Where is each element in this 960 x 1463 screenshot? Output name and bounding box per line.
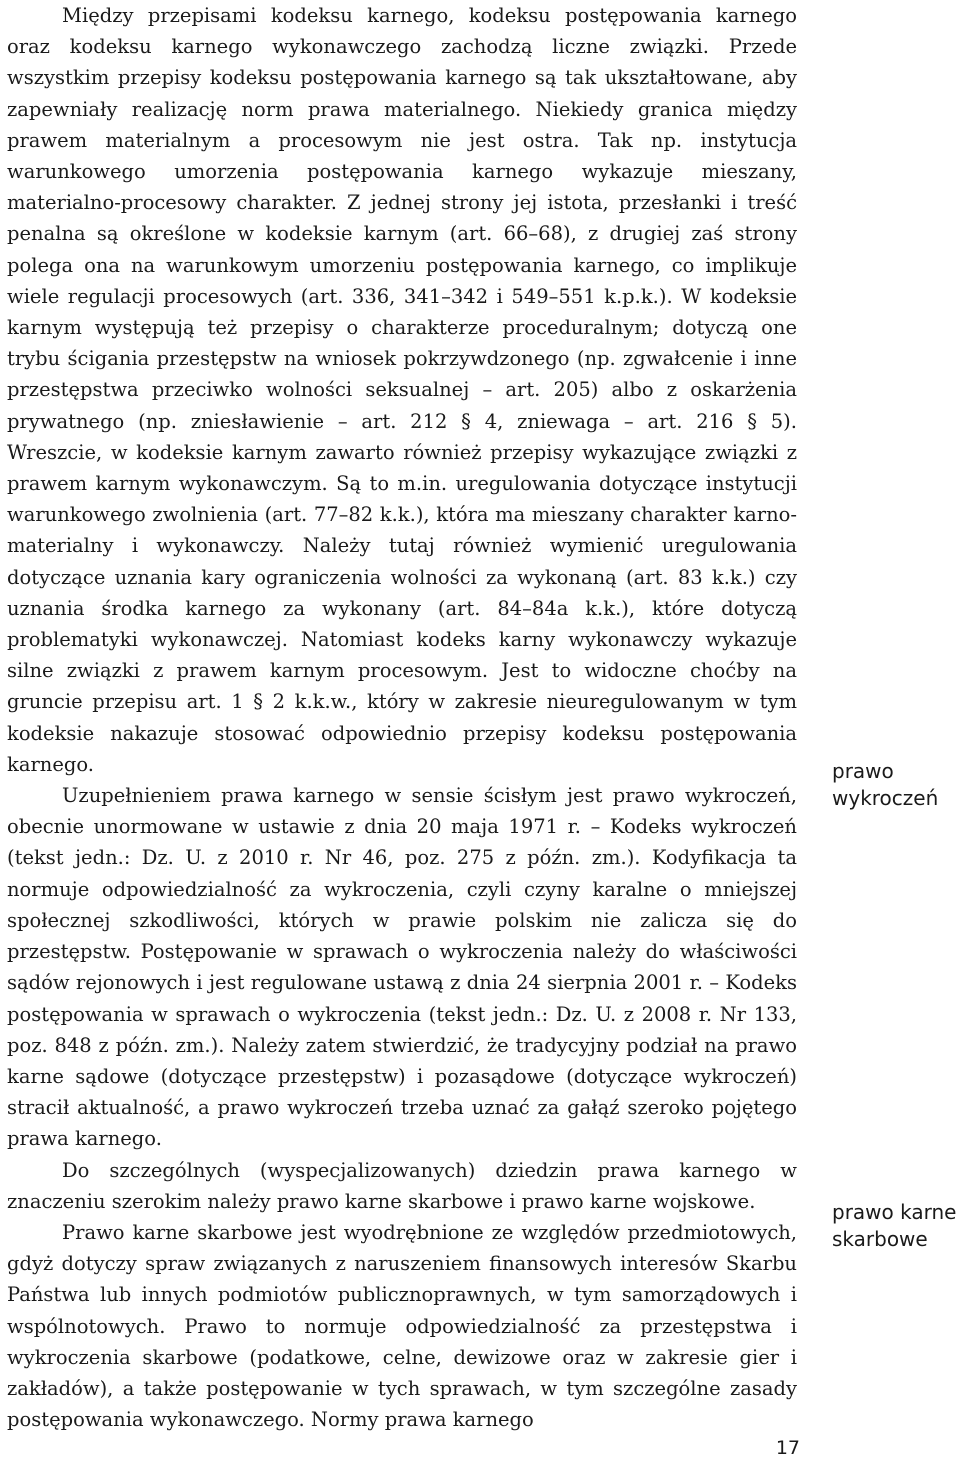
- paragraph-petty-offences: Uzupełnieniem prawa karnego w sensie ścisłym jest prawo wykroczeń, obecnie unormowane w ustawie z dnia 20 maja 1971 r. – Kodeks wykroczeń (tekst jedn.: Dz. U. z 2010 r. Nr 46, poz. 275 z późn. zm.). Kodyfikacja ta normuje odpowiedzialność za wykroczenia, czyli czyny karalne o mniejszej społecznej szkodliwości, których w prawie polskim nie zalicza się do przestępstw. Postępowanie w sprawach o wykroczenia należy do właściwości sądów rejonowych i jest regulowane ustawą z dnia 24 sierpnia 2001 r. – Kodeks postępowania w sprawach o wykroczenia (tekst jedn.: Dz. U. z 2008 r. Nr 133, poz. 848 z późn. zm.). Należy zatem stwierdzić, że tradycyjny podział na prawo karne sądowe (dotyczące przestępstw) i pozasądowe (dotyczące wykroczeń) stracił aktualność, a prawo wykroczeń trzeba uznać za gałąź szeroko pojętego prawa karnego.: [7, 784, 797, 1151]
- margin-note-line: skarbowe: [832, 1227, 928, 1251]
- paragraph-relations: Między przepisami kodeksu karnego, kodeksu postępowania karnego oraz kodeksu karnego wykonawczego zachodzą liczne związki. Przede wszystkim przepisy kodeksu postępowania karnego są tak ukształtowane, aby zapewniały realizację norm prawa materialnego. Niekiedy granica między prawem materialnym a procesowym nie jest ostra. Tak np. instytucja warunkowego umorzenia postępowania karnego wykazuje mieszany, materialno-procesowy charakter. Z jednej strony jej istota, przesłanki i treść penalna są określone w kodeksie karnym (art. 66–68), z drugiej zaś strony polega ona na warunkowym umorzeniu postępowania karnego, co implikuje wiele regulacji procesowych (art. 336, 341–342 i 549–551 k.p.k.). W kodeksie karnym występują też przepisy o charakterze proceduralnym; dotyczą one trybu ścigania przestępstw na wniosek pokrzywdzonego (np. zgwałcenie i inne przestępstwa przeciwko wolności seksualnej – art. 205) albo z oskarżenia prywatnego (np. zniesławienie – art. 212 § 4, zniewaga – art. 216 § 5). Wreszcie, w kodeksie karnym zawarto również przepisy wykazujące związki z prawem karnym wykonawczym. Są to m.in. uregulowania dotyczące instytucji warunkowego zwolnienia (art. 77–82 k.k.), która ma mieszany charakter karno-materialny i wykonawczy. Należy tutaj również wymienić uregulowania dotyczące uznania kary ograniczenia wolności za wykonaną (art. 83 k.k.) czy uznania środka karnego za wykonany (art. 84–84a k.k.), które dotyczą problematyki wykonawczej. Natomiast kodeks karny wykonawczy wykazuje silne związki z prawem karnym procesowym. Jest to widoczne choćby na gruncie przepisu art. 1 § 2 k.k.w., który w zakresie nieuregulowanym w tym kodeksie nakazuje stosować odpowiednio przepisy kodeksu postępowania karnego.: [7, 4, 797, 776]
- margin-note-line: prawo karne: [832, 1200, 957, 1224]
- margin-note-prawo-karne-skarbowe: [832, 1199, 960, 1253]
- page-number: 17: [775, 1437, 800, 1459]
- main-text-column: [7, 0, 797, 1435]
- margin-note-line: wykroczeń: [832, 786, 939, 810]
- margin-note-prawo-wykroczen: [832, 758, 960, 812]
- margin-note-line: prawo: [832, 759, 894, 783]
- paragraph-special-fields: Do szczególnych (wyspecjalizowanych) dziedzin prawa karnego w znaczeniu szerokim należy prawo karne skarbowe i prawo karne wojskowe.: [7, 1158, 797, 1213]
- paragraph-fiscal-penal-law: Prawo karne skarbowe jest wyodrębnione ze względów przedmiotowych, gdyż dotyczy spraw związanych z naruszeniem finansowych interesów Skarbu Państwa lub innych podmiotów publicznoprawnych, w tym samorządowych i wspólnotowych. Prawo to normuje odpowiedzialność za przestępstwa i wykroczenia skarbowe (podatkowe, celne, dewizowe oraz w zakresie gier i zakładów), a także postępowanie w tych sprawach, w tym szczególne zasady postępowania wykonawczego. Normy prawa karnego: [7, 1220, 797, 1432]
